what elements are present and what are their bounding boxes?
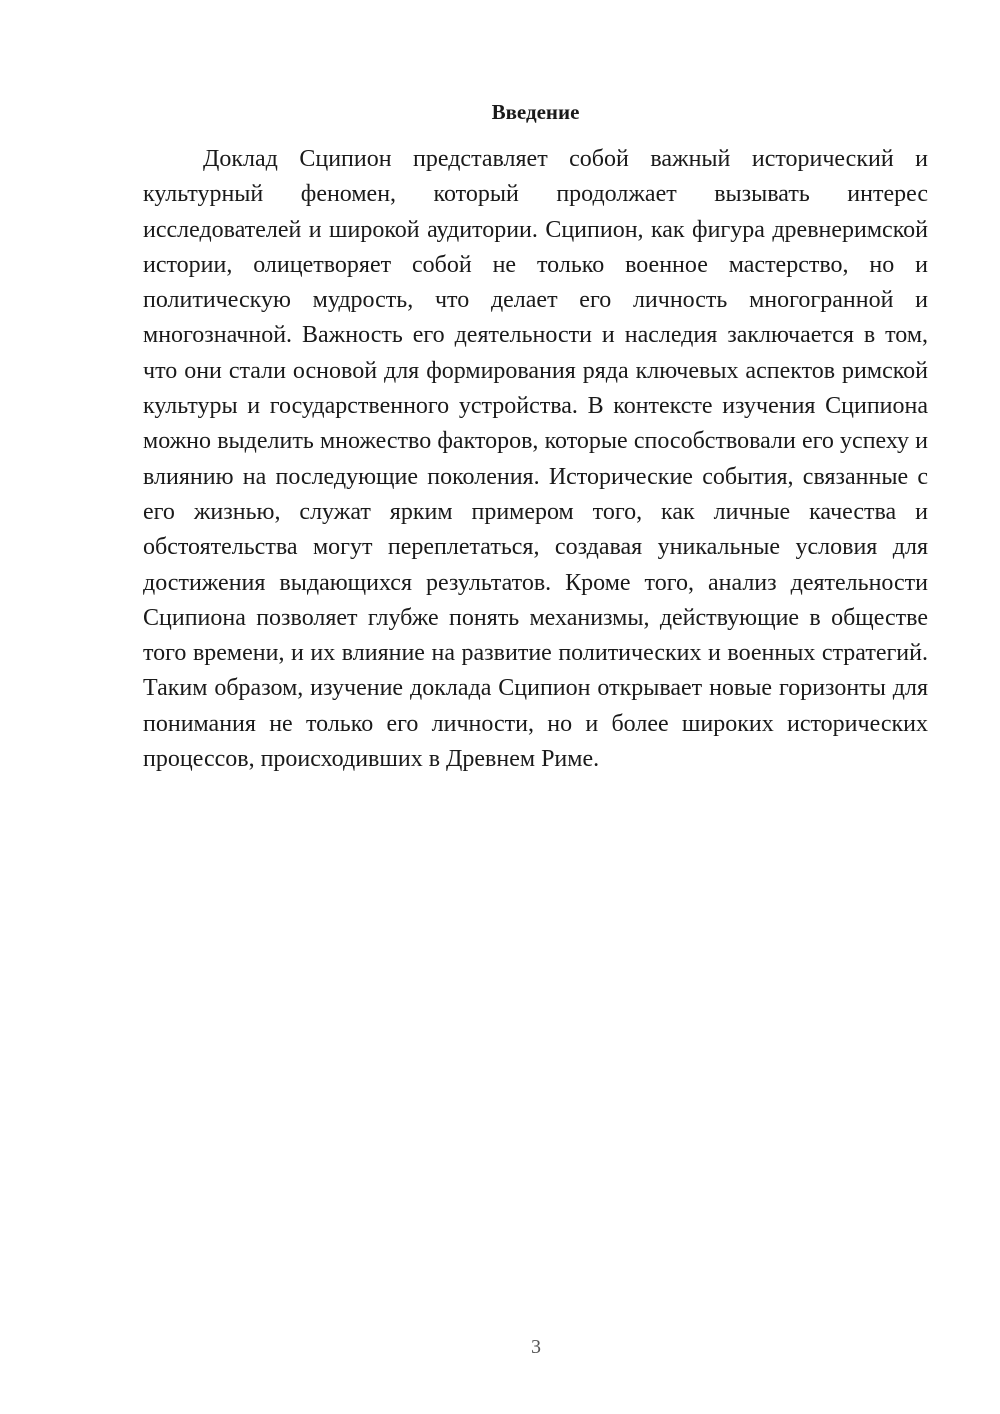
body-paragraph: Доклад Сципион представляет собой важный исторический и культурный феномен, который продолжает вызывать интерес исследователей и широкой аудитории. Сципион, как фигура древнеримской истории, олицетворяет собой не только военное мастерство, но и политическую мудрость, что делает его личность многогранной и многозначной. Важность его деятельности и наследия заключается в том, что они стали основой для формирования ряда ключевых аспектов римской культуры и государственного устройства. В контексте изучения Сципиона можно выделить множество факторов, которые способствовали его успеху и влиянию на последующие поколения. Исторические события, связанные с его жизнью, служат ярким примером того, как личные качества и обстоятельства могут переплетаться, создавая уникальные условия для достижения выдающихся результатов. Кроме того, анализ деятельности Сципиона позволяет глубже понять механизмы, действующие в обществе того времени, и их влияние на развитие политических и военных стратегий. Таким образом, изучение доклада Сципион открывает новые горизонты для понимания не только его личности, но и более широких исторических процессов, происходивших в Древнем Риме. [143, 146, 928, 773]
page-number: 3 [531, 1336, 541, 1358]
section-heading: Введение [491, 100, 580, 124]
